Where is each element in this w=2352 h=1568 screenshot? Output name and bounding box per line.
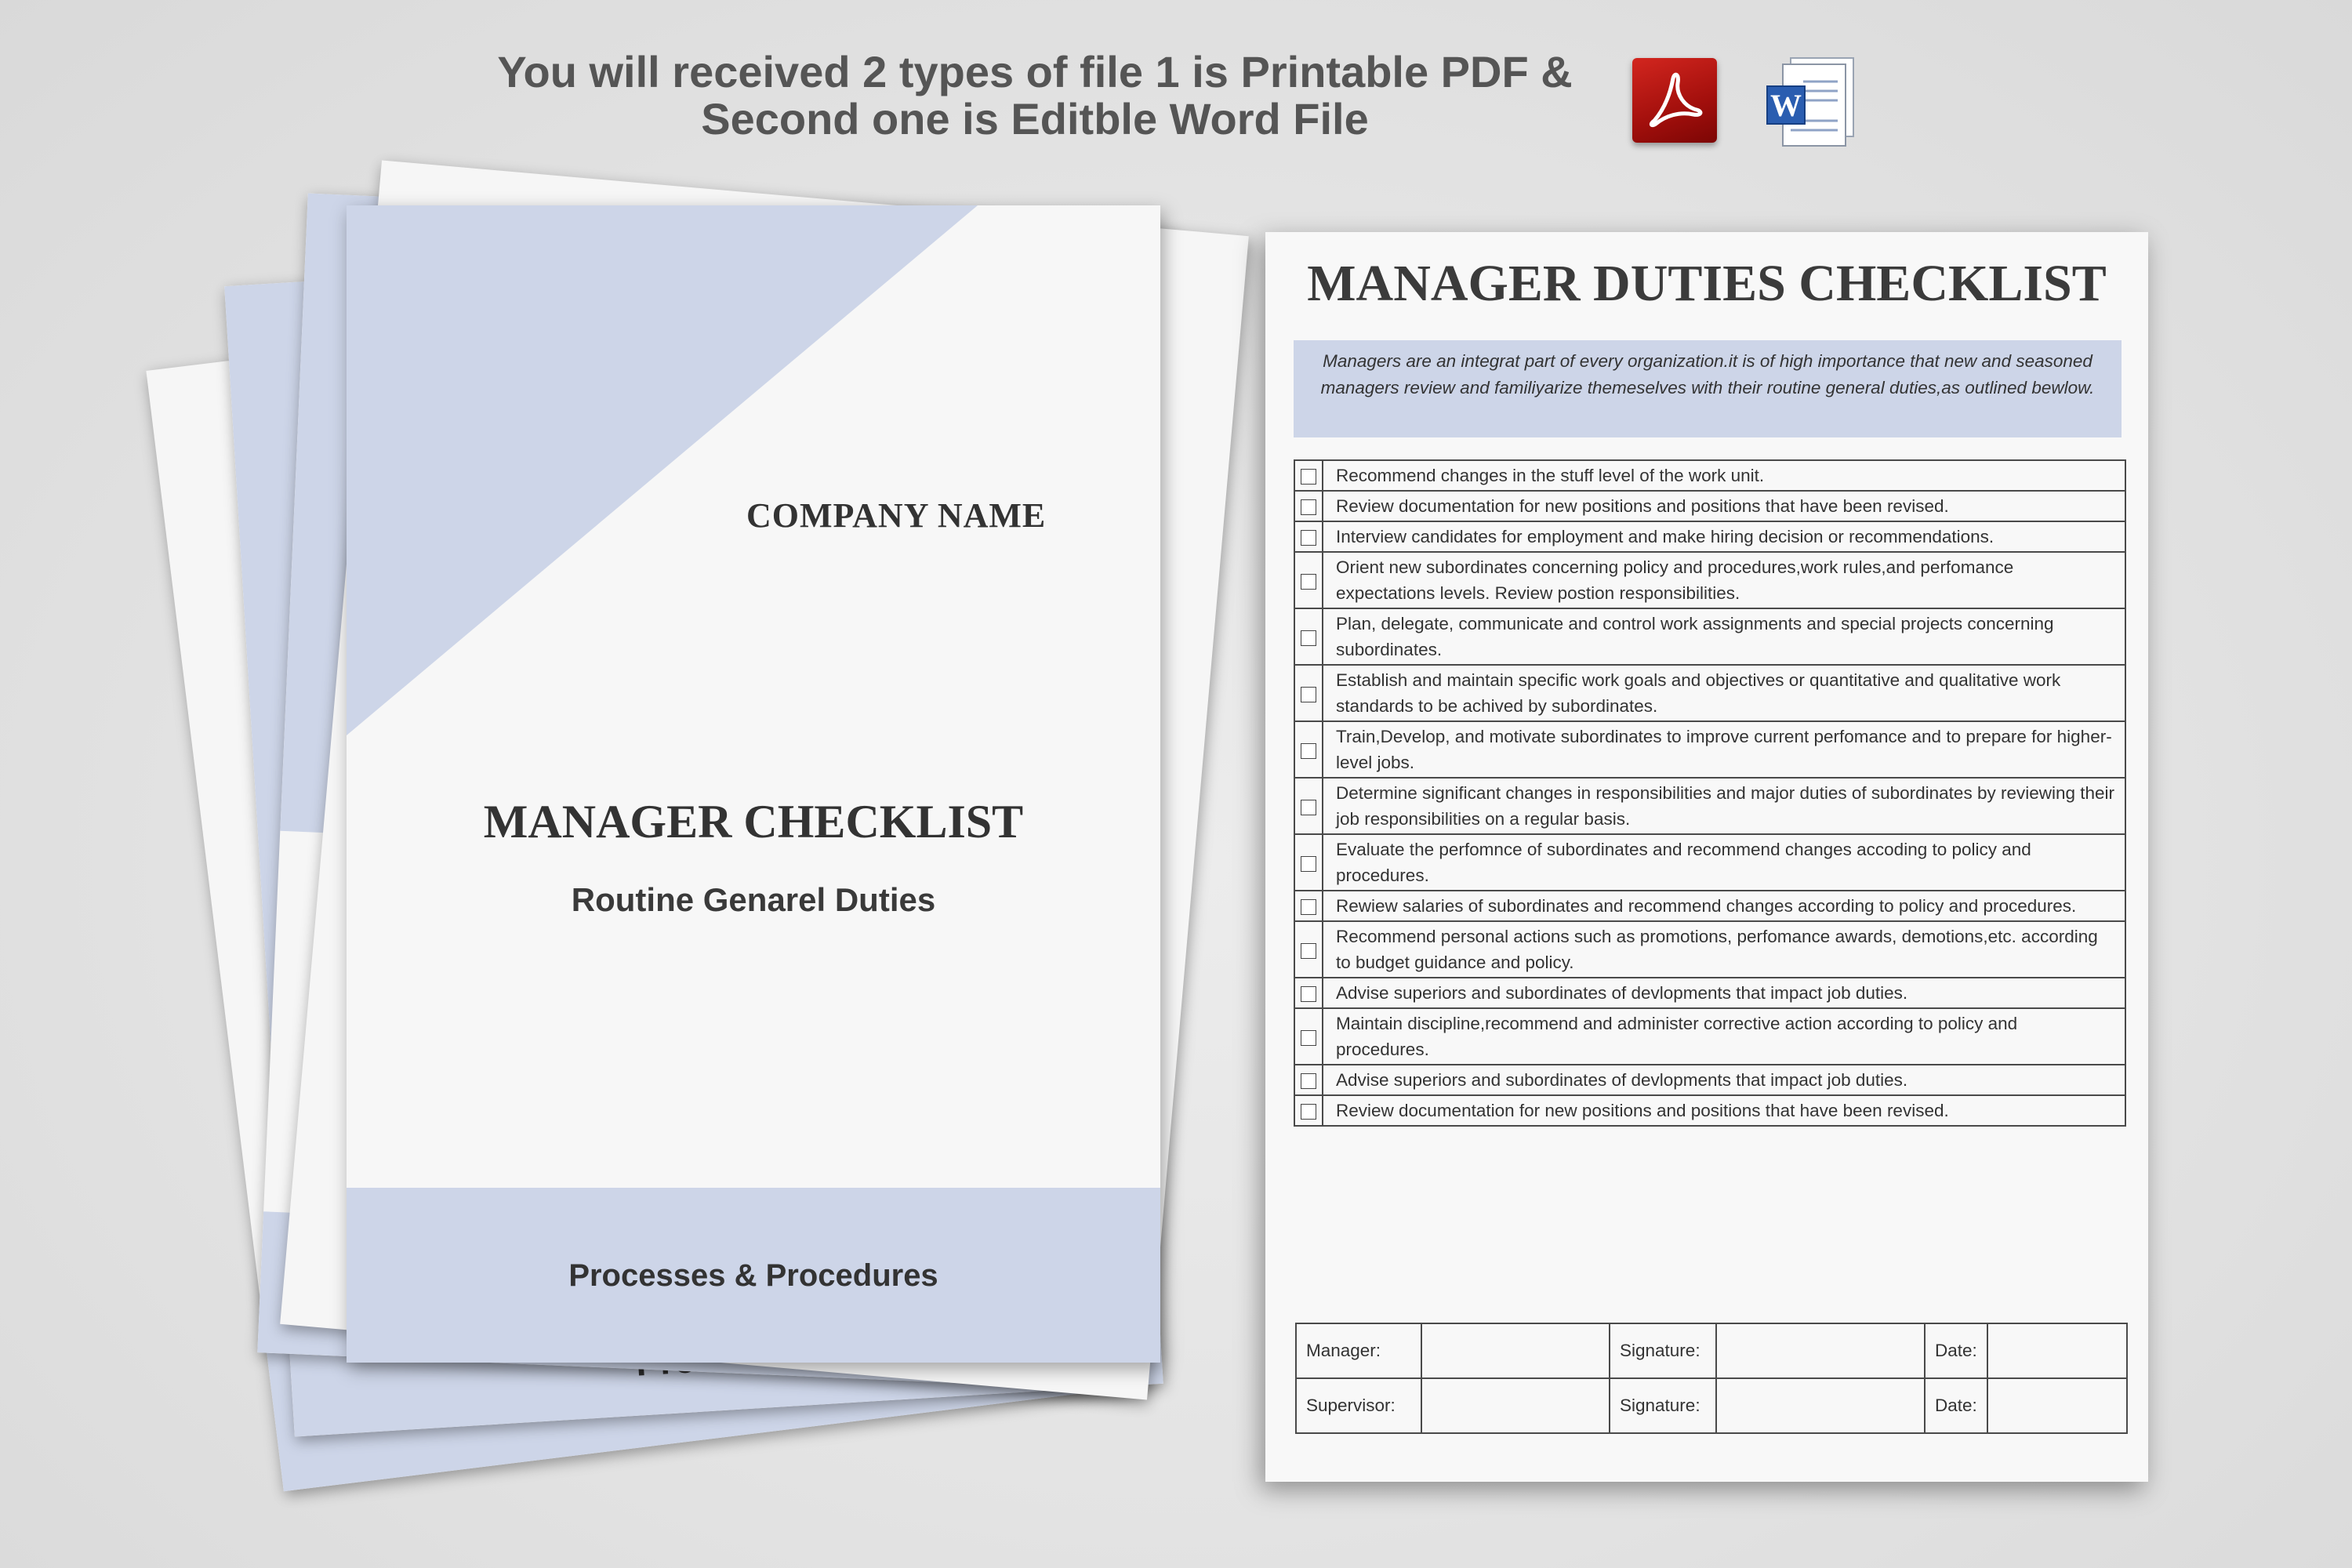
table-row (1296, 1378, 2127, 1433)
checklist-row (1294, 521, 2125, 552)
checkbox[interactable] (1301, 943, 1316, 959)
date-label: Date: (1925, 1323, 1987, 1378)
checklist-item-text: Rewiew salaries of subordinates and recommend changes according to policy and procedures. (1323, 891, 2125, 921)
checklist-item-text: Interview candidates for employment and make hiring decision or recommendations. (1323, 521, 2125, 552)
checkbox[interactable] (1301, 1104, 1316, 1120)
checklist-row (1294, 552, 2125, 608)
supervisor-name-field[interactable] (1421, 1378, 1610, 1433)
date-label: Date: (1925, 1378, 1987, 1433)
checkbox[interactable] (1301, 986, 1316, 1002)
table-row (1296, 1323, 2127, 1378)
headline-line-2: Second one is Editble Word File (701, 94, 1369, 143)
checklist-row (1294, 778, 2125, 834)
checklist-row (1294, 921, 2125, 978)
checkbox-cell (1294, 608, 1323, 665)
duties-table (1294, 459, 2126, 1127)
checkbox[interactable] (1301, 1073, 1316, 1089)
manager-name-field[interactable] (1421, 1323, 1610, 1378)
headline (439, 49, 1631, 143)
word-icon (1764, 55, 1860, 151)
checklist-item-text: Review documentation for new positions and positions that have been revised. (1323, 1095, 2125, 1126)
checklist-row (1294, 978, 2125, 1008)
checklist-item-text: Recommend personal actions such as promotions, perfomance awards, demotions,etc. according to budget guidance and policy. (1323, 921, 2125, 978)
checklist-row (1294, 1065, 2125, 1095)
checkbox-cell (1294, 1065, 1323, 1095)
checklist-row (1294, 834, 2125, 891)
manager-label: Manager: (1296, 1323, 1421, 1378)
checklist-row (1294, 608, 2125, 665)
checklist-cover (347, 205, 1160, 1363)
checklist-row (1294, 891, 2125, 921)
checkbox[interactable] (1301, 899, 1316, 915)
checklist-item-text: Determine significant changes in responsibilities and major duties of subordinates by reviewing their job responsibilities on a regular basis. (1323, 778, 2125, 834)
checklist-item-text: Establish and maintain specific work goals and objectives or quantitative and qualitative work standards to be achived by subordinates. (1323, 665, 2125, 721)
cover-subtitle: Routine Genarel Duties (571, 881, 936, 918)
checklist-row (1294, 1095, 2125, 1126)
checkbox-cell (1294, 665, 1323, 721)
checkbox-cell (1294, 521, 1323, 552)
checkbox[interactable] (1301, 800, 1316, 815)
checklist-intro: Managers are an integrat part of every organization.it is of high importance that new and seasoned managers review and familiyarize themeselves with their routine general duties,as outlined bewlow. (1294, 340, 2122, 437)
checkbox[interactable] (1301, 687, 1316, 702)
checkbox-cell (1294, 721, 1323, 778)
checklist-item-text: Advise superiors and subordinates of devlopments that impact job duties. (1323, 1065, 2125, 1095)
svg-text:W: W (1770, 88, 1802, 123)
checklist-item-text: Advise superiors and subordinates of devlopments that impact job duties. (1323, 978, 2125, 1008)
checkbox-cell (1294, 1008, 1323, 1065)
checkbox-cell (1294, 921, 1323, 978)
checklist-row (1294, 491, 2125, 521)
duties-checklist-page (1265, 232, 2148, 1482)
checklist-item-text: Review documentation for new positions and positions that have been revised. (1323, 491, 2125, 521)
checklist-row (1294, 1008, 2125, 1065)
checkbox[interactable] (1301, 574, 1316, 590)
checklist-item-text: Orient new subordinates concerning policy and procedures,work rules,and perfomance expectations levels. Review postion responsibilities. (1323, 552, 2125, 608)
checkbox-cell (1294, 1095, 1323, 1126)
manager-date-field[interactable] (1987, 1323, 2127, 1378)
checkbox-cell (1294, 460, 1323, 491)
checklist-item-text: Maintain discipline,recommend and administer corrective action according to policy and procedures. (1323, 1008, 2125, 1065)
checkbox-cell (1294, 978, 1323, 1008)
checklist-title: MANAGER DUTIES CHECKLIST (1307, 255, 2107, 312)
checklist-item-text: Evaluate the perfomnce of subordinates and recommend changes accoding to policy and procedures. (1323, 834, 2125, 891)
cover-title: MANAGER CHECKLIST (483, 796, 1024, 848)
headline-line-1: You will received 2 types of file 1 is Printable PDF & (497, 47, 1573, 96)
checkbox-cell (1294, 552, 1323, 608)
checkbox-cell (1294, 891, 1323, 921)
checkbox-cell (1294, 491, 1323, 521)
checklist-row (1294, 721, 2125, 778)
signature-label: Signature: (1610, 1378, 1716, 1433)
manager-signature-field[interactable] (1716, 1323, 1925, 1378)
checklist-row (1294, 665, 2125, 721)
checklist-item-text: Train,Develop, and motivate subordinates to improve current perfomance and to prepare for higher-level jobs. (1323, 721, 2125, 778)
checkbox[interactable] (1301, 743, 1316, 759)
supervisor-label: Supervisor: (1296, 1378, 1421, 1433)
supervisor-date-field[interactable] (1987, 1378, 2127, 1433)
checkbox[interactable] (1301, 856, 1316, 872)
company-name: COMPANY NAME (746, 496, 1047, 535)
checkbox-cell (1294, 778, 1323, 834)
checklist-item-text: Plan, delegate, communicate and control work assignments and special projects concerning subordinates. (1323, 608, 2125, 665)
checkbox[interactable] (1301, 469, 1316, 485)
checklist-item-text: Recommend changes in the stuff level of the work unit. (1323, 460, 2125, 491)
signoff-table (1295, 1323, 2128, 1434)
checkbox[interactable] (1301, 499, 1316, 515)
supervisor-signature-field[interactable] (1716, 1378, 1925, 1433)
checklist-row (1294, 460, 2125, 491)
checkbox[interactable] (1301, 630, 1316, 646)
checkbox-cell (1294, 834, 1323, 891)
checkbox[interactable] (1301, 1030, 1316, 1046)
checkbox[interactable] (1301, 530, 1316, 546)
pdf-icon (1632, 58, 1717, 143)
signature-label: Signature: (1610, 1323, 1716, 1378)
cover-footer-text: Processes & Procedures (568, 1258, 938, 1293)
